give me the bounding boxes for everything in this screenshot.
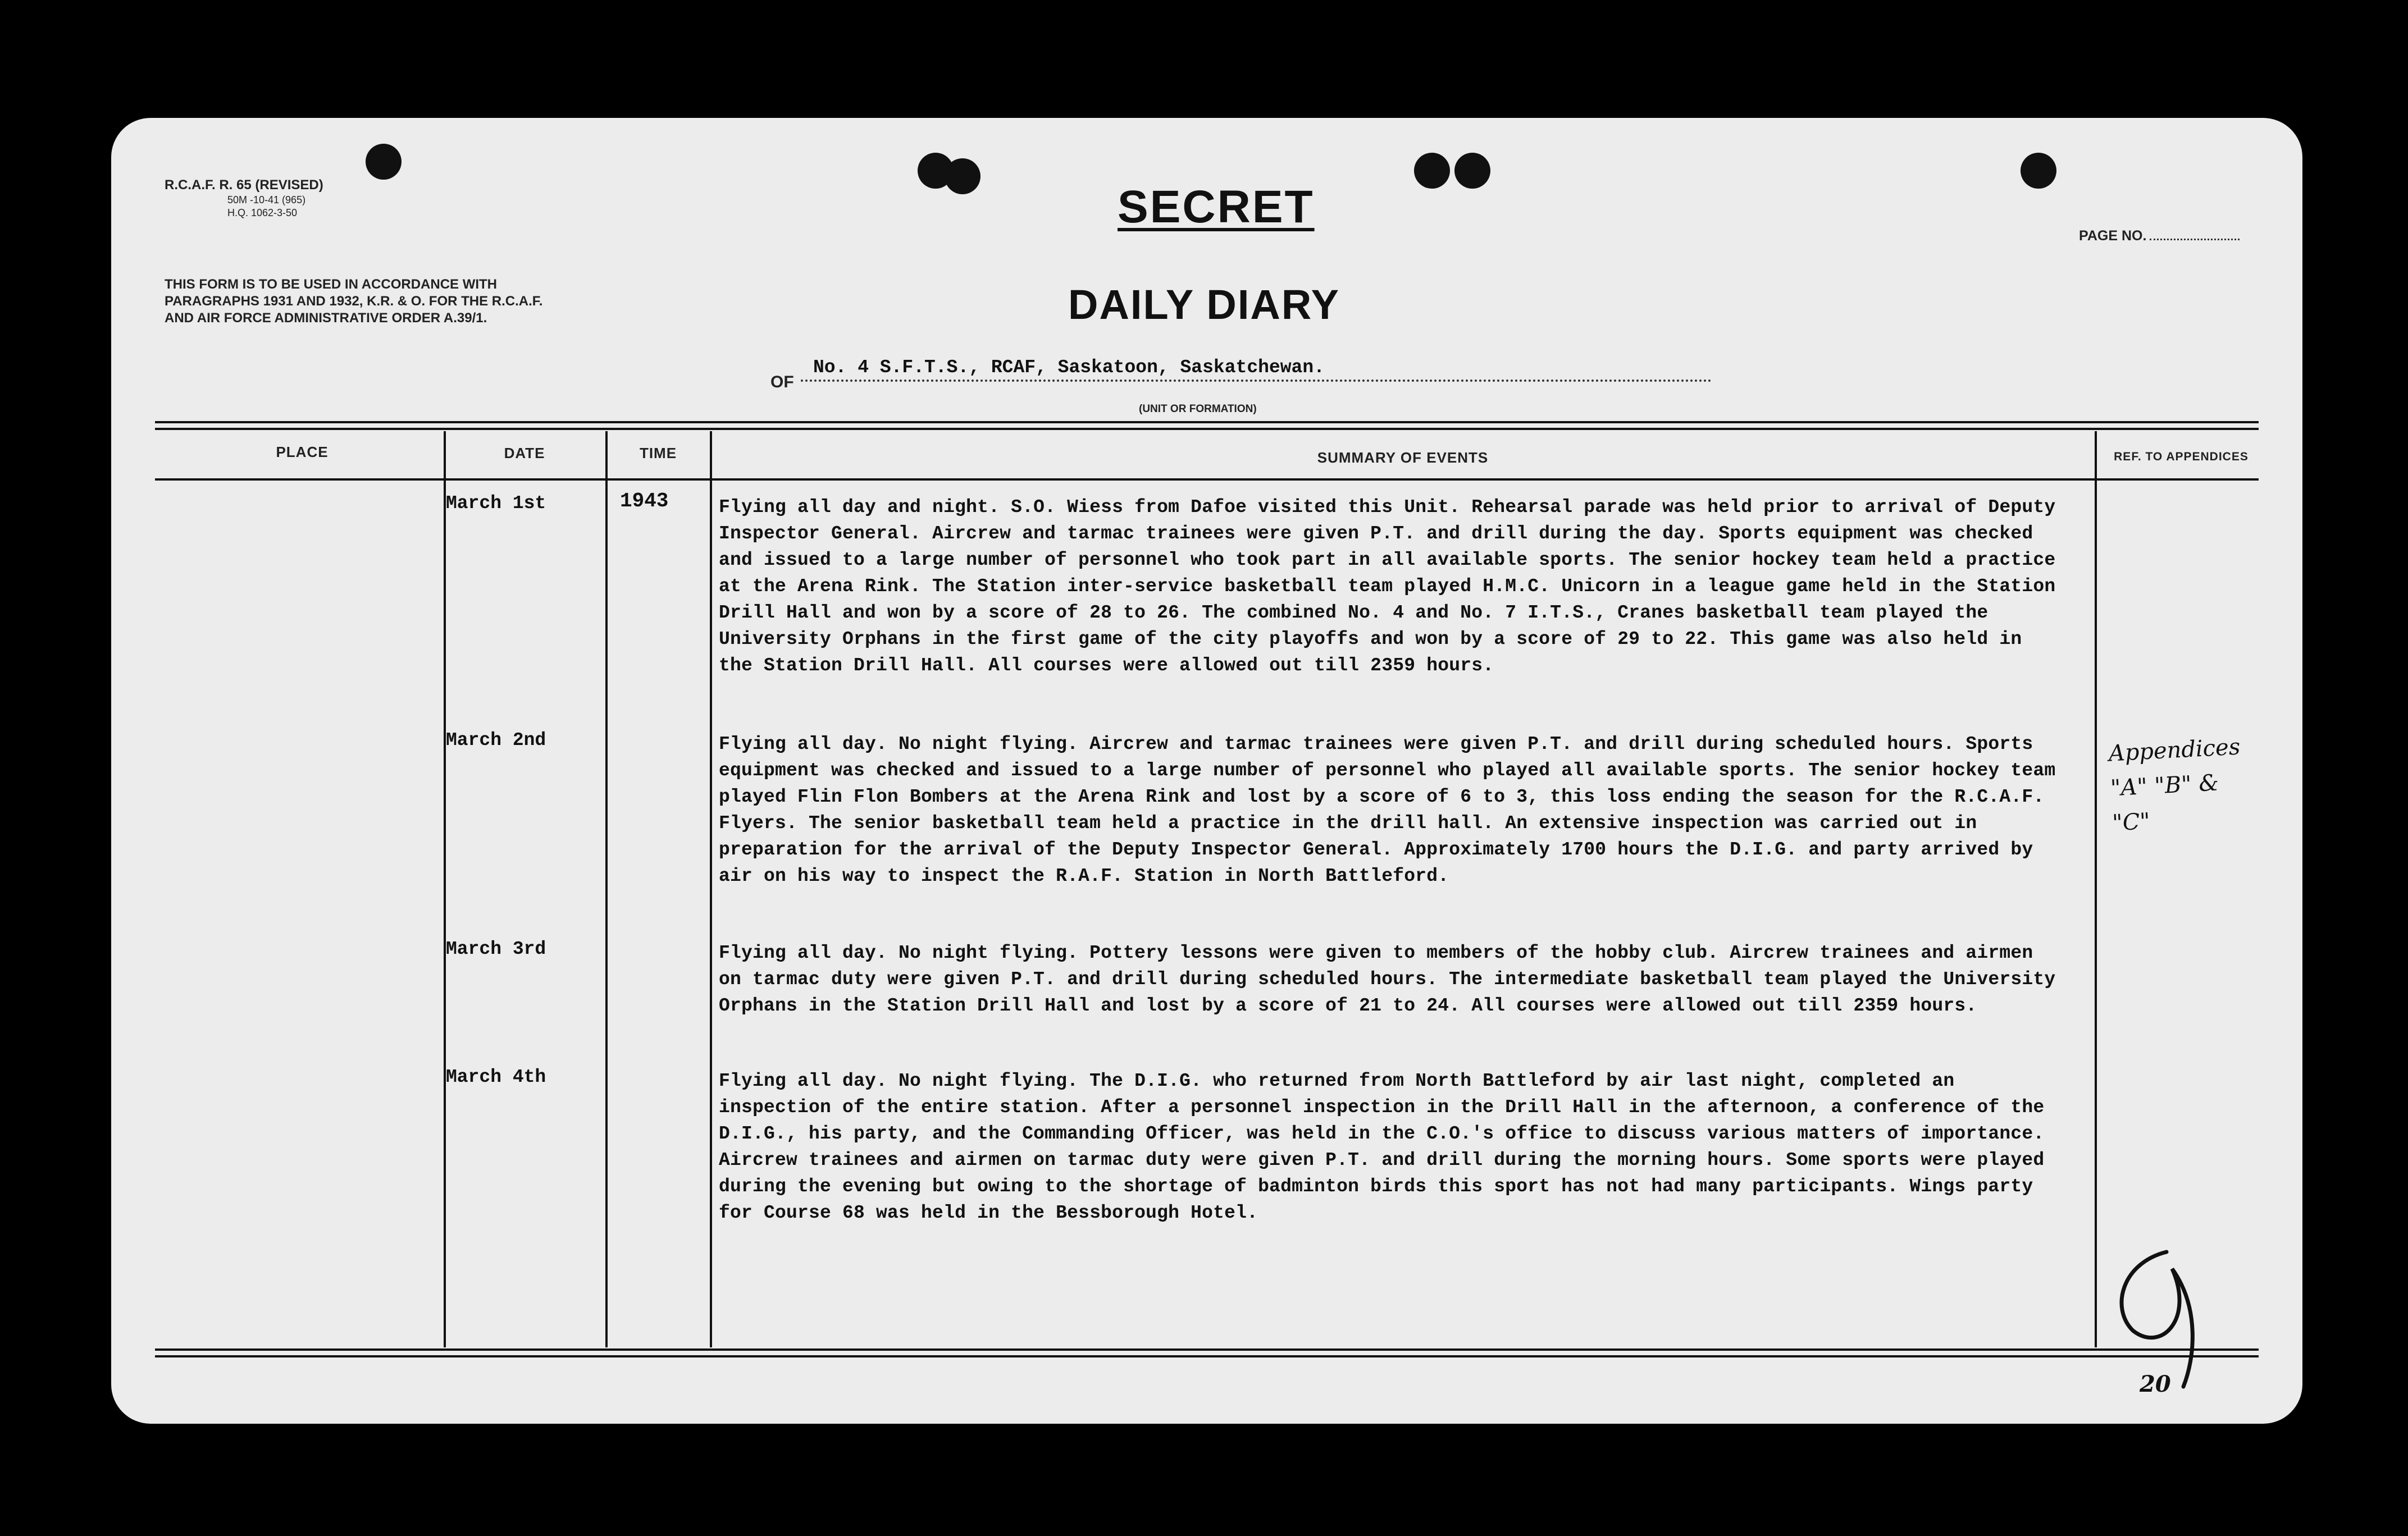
column-header-summary: SUMMARY OF EVENTS (1317, 449, 1489, 466)
column-header-time: TIME (639, 445, 677, 461)
initials-mark (2099, 1246, 2223, 1392)
bottom-rule (155, 1348, 2259, 1351)
page-no-label: PAGE NO. (2079, 228, 2147, 244)
entry-summary: Flying all day and night. S.O. Wiess from Dafoe visited this Unit. Rehearsal parade was held prior to arrival of Deputy Inspector General. Aircrew and tarmac trainees were given P.T. and drill during the day. Sports equipment was checked and issued to a large number of personnel who took part in all available sports. The senior hockey team held a practice at the Arena Rink. The Station inter-service basketball team played H.M.C. Unicorn in a league game held in the Station Drill Hall and won by a score of 28 to 26. The combined No. 4 and No. 7 I.T.S., Cranes basketball team played the University Orphans in the first game of the city playoffs and won by a score of 29 to 22. This game was also held in the Station Drill Hall. All courses were allowed out till 2359 hours. (719, 497, 2056, 676)
punch-hole (1454, 153, 1490, 189)
page-no-line (2150, 239, 2240, 240)
bottom-rule (155, 1355, 2259, 1357)
entry-summary: Flying all day. No night flying. The D.I.G. who returned from North Battleford by air last night, completed an inspection of the entire station. After a personnel inspection in the Drill Hall in the afternoon, a conference of the D.I.G., his party, and the Commanding Officer, was held in the C.O.'s office to discuss various matters of importance. Aircrew trainees and airmen on tarmac duty were given P.T. and drill during the morning hours. Some sports were played during the evening but owing to the shortage of badminton birds this sport has not had many participants. Wings party for Course 68 was held in the Bessborough Hotel. (719, 1071, 2045, 1223)
page-mark: 20 (2140, 1371, 2171, 1397)
print-code: 50M -10-41 (965) (227, 194, 306, 205)
hq-code: H.Q. 1062-3-50 (227, 207, 298, 218)
column-divider (605, 431, 608, 1347)
punch-hole (1414, 153, 1450, 189)
entry-summary: Flying all day. No night flying. Pottery lessons were given to members of the hobby club. Aircrew trainees and airmen on tarmac duty were given P.T. and drill during scheduled hours. The intermediate basketball team played the University Orphans in the Station Drill Hall and lost by a score of 21 to 24. All courses were allowed out till 2359 hours. (719, 943, 2056, 1016)
unit-caption: (UNIT OR FORMATION) (1139, 403, 1257, 415)
unit-name: No. 4 S.F.T.S., RCAF, Saskatoon, Saskatchewan. (801, 357, 1712, 382)
header-rule (155, 428, 2259, 430)
punch-hole (945, 158, 980, 194)
column-divider (444, 431, 446, 1347)
header-rule (155, 421, 2259, 423)
form-number: R.C.A.F. R. 65 (REVISED) (165, 177, 323, 193)
entry-date: March 1st (446, 493, 546, 514)
punch-hole (366, 144, 402, 180)
form-instructions: THIS FORM IS TO BE USED IN ACCORDANCE WITH PARAGRAPHS 1931 AND 1932, K.R. & O. FOR THE R.C.A.F. AND AIR FORCE ADMINISTRATIVE ORDER A.39/1. (165, 277, 543, 326)
column-header-ref: REF. TO APPENDICES (2114, 450, 2249, 463)
page-number-field (2079, 228, 2240, 244)
column-header-place: PLACE (276, 444, 329, 460)
security-classification: SECRET (1118, 181, 1315, 232)
entry-date: March 3rd (446, 939, 546, 959)
column-divider (2095, 431, 2097, 1347)
entry-summary: Flying all day. No night flying. Aircrew and tarmac trainees were given P.T. and drill during scheduled hours. Sports equipment was checked and issued to a large number of personnel who played all available sports. The senior hockey team played Flin Flon Bombers at the Arena Rink and lost by a score of 6 to 3, this loss ending the season for the R.C.A.F. Flyers. The senior basketball team held a practice in the drill hall. An extensive inspection was carried out in preparation for the arrival of the Deputy Inspector General. Approximately 1700 hours the D.I.G. and party arrived by air on his way to inspect the R.A.F. Station in North Battleford. (719, 734, 2056, 886)
entry-date: March 4th (446, 1067, 546, 1087)
form-title: DAILY DIARY (1068, 281, 1340, 328)
punch-hole (2021, 153, 2056, 189)
entry-year: 1943 (620, 490, 669, 513)
form-identifier (165, 177, 323, 220)
column-divider (710, 431, 712, 1347)
appendix-reference: Appendices "A" "B" & "C" (2108, 734, 2241, 836)
column-header-date: DATE (504, 445, 545, 461)
of-label: OF (770, 373, 794, 391)
entry-date: March 2nd (446, 730, 546, 751)
diary-sheet (111, 118, 2302, 1424)
column-header-rule (155, 478, 2259, 481)
